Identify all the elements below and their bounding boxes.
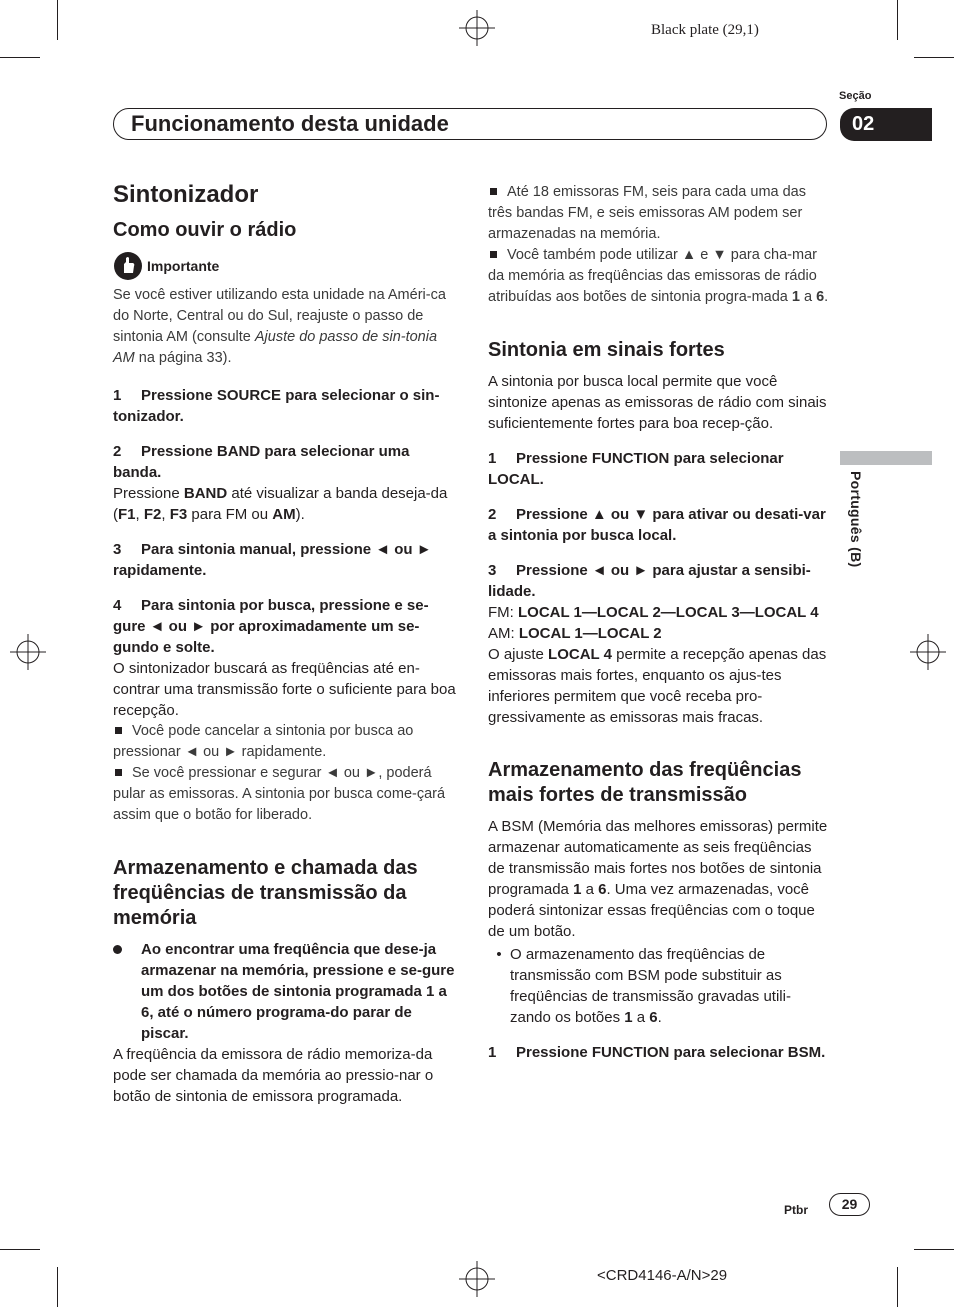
step-body: Pressione BAND até visualizar a banda deseja-da (F1, F2, F3 para FM ou AM). bbox=[113, 485, 448, 523]
language-tab-bar bbox=[840, 451, 932, 465]
important-note-text: Se você estiver utilizando esta unidade na Améri-ca do Norte, Central ou do Sul, reajuste o passo de sintonia AM (consulte Ajuste do passo de sin-tonia AM na página 33). bbox=[113, 287, 446, 366]
footer-code: <CRD4146-A/N>29 bbox=[597, 1267, 728, 1284]
section-body: A freqüência da emissora de rádio memoriza-da pode ser chamada da memória ao pressio-nar o botão de sintonia de emissora programada. bbox=[113, 1046, 434, 1105]
language-tab-label: Português (B) bbox=[848, 471, 864, 568]
step-item: 1 Pressione SOURCE para selecionar o sin-tonizador. bbox=[113, 387, 440, 425]
am-settings: AM: LOCAL 1—LOCAL 2 bbox=[488, 625, 662, 642]
registration-mark-icon bbox=[459, 1261, 495, 1297]
step-item: 3 Para sintonia manual, pressione ◄ ou ► rapidamente. bbox=[113, 541, 432, 579]
square-bullet-icon bbox=[490, 251, 497, 258]
step-item: 1 Pressione FUNCTION para selecionar LOCAL. bbox=[488, 450, 784, 488]
list-item: Você também pode utilizar ▲ e ▼ para cha-mar da memória as freqüências das emissoras de rádio atribuídas aos botões de sintonia progra-mada 1 a 6. bbox=[488, 247, 829, 305]
page-title: Sintonizador bbox=[113, 181, 259, 208]
crop-mark bbox=[914, 1249, 954, 1250]
list-item: Se você pressionar e segurar ◄ ou ►, poderá pular as emissoras. A sintonia por busca come-çará assim que o botão for liberado. bbox=[113, 765, 446, 823]
list-item: • O armazenamento das freqüências de transmissão com BSM pode substituir as freqüências de transmissão gravadas utili-zando os botões 1 a 6. bbox=[488, 944, 830, 1028]
step-item: 2 Pressione BAND para selecionar uma banda. bbox=[113, 443, 410, 481]
section-heading: Como ouvir o rádio bbox=[113, 219, 297, 241]
step-item: Ao encontrar uma freqüência que dese-ja armazenar na memória, pressione e se-gure um dos botões de sintonia programada 1 a 6, até o número programa-do parar de piscar. bbox=[113, 939, 458, 1044]
list-item: Você pode cancelar a sintonia por busca ao pressionar ◄ ou ► rapidamente. bbox=[113, 723, 414, 760]
crop-mark bbox=[0, 57, 40, 58]
fm-settings: FM: LOCAL 1—LOCAL 2—LOCAL 3—LOCAL 4 bbox=[488, 604, 819, 621]
step-item: 1 Pressione FUNCTION para selecionar BSM. bbox=[488, 1044, 826, 1061]
step-item: 3 Pressione ◄ ou ► para ajustar a sensibi-lidade. bbox=[488, 562, 811, 600]
crop-mark bbox=[897, 1267, 898, 1307]
section-heading: Armazenamento e chamada das freqüências de transmissão da memória bbox=[113, 857, 418, 929]
registration-mark-icon bbox=[910, 634, 946, 670]
section-heading: Armazenamento das freqüências mais fortes de transmissão bbox=[488, 759, 802, 806]
registration-mark-icon bbox=[459, 10, 495, 46]
left-column bbox=[113, 180, 458, 1107]
section-heading: Sintonia em sinais fortes bbox=[488, 339, 725, 361]
square-bullet-icon bbox=[490, 188, 497, 195]
header-title: Funcionamento desta unidade bbox=[131, 111, 449, 136]
crop-mark bbox=[897, 0, 898, 40]
crop-mark bbox=[914, 57, 954, 58]
language-code: Ptbr bbox=[784, 1203, 808, 1217]
list-item: Até 18 emissoras FM, seis para cada uma das três bandas FM, e seis emissoras AM podem ser armazenadas na memória. bbox=[488, 184, 806, 242]
page-number: 29 bbox=[829, 1193, 870, 1216]
crop-mark bbox=[57, 1267, 58, 1307]
step-body: O sintonizador buscará as freqüências até en-contrar uma transmissão forte o suficiente para boa recepção. bbox=[113, 660, 456, 719]
step-item: 2 Pressione ▲ ou ▼ para ativar ou desati-var a sintonia por busca local. bbox=[488, 506, 826, 544]
section-number-badge: 02 bbox=[840, 108, 932, 141]
step-item: 4 Para sintonia por busca, pressione e se-gure ◄ ou ► por aproximadamente um se-gundo e solte. bbox=[113, 597, 429, 656]
plate-label: Black plate (29,1) bbox=[651, 22, 759, 38]
round-bullet-icon bbox=[113, 945, 122, 954]
important-label: Importante bbox=[147, 257, 220, 274]
right-column bbox=[488, 182, 830, 1063]
square-bullet-icon bbox=[115, 727, 122, 734]
registration-mark-icon bbox=[10, 634, 46, 670]
crop-mark bbox=[0, 1249, 40, 1250]
section-body: A BSM (Memória das melhores emissoras) permite armazenar automaticamente as seis freqüências de transmissão mais fortes nos botões de sintonia programada 1 a 6. Uma vez armazenadas, você poderá sintonizar essas freqüências com o toque de um botão. bbox=[488, 818, 828, 940]
important-note-heading bbox=[113, 251, 458, 281]
square-bullet-icon bbox=[115, 769, 122, 776]
section-body: A sintonia por busca local permite que você sintonize apenas as emissoras de rádio com sinais suficientemente fortes para boa recep-ção. bbox=[488, 373, 827, 432]
step-body: O ajuste LOCAL 4 permite a recepção apenas das emissoras mais fortes, enquanto os ajus-tes inferiores permitem que você receba pro-gressivamente as emissoras mais fracas. bbox=[488, 646, 827, 726]
crop-mark bbox=[57, 0, 58, 40]
section-label: Seção bbox=[839, 90, 872, 102]
hand-pointer-icon bbox=[113, 251, 143, 281]
round-bullet-icon: • bbox=[496, 946, 502, 963]
